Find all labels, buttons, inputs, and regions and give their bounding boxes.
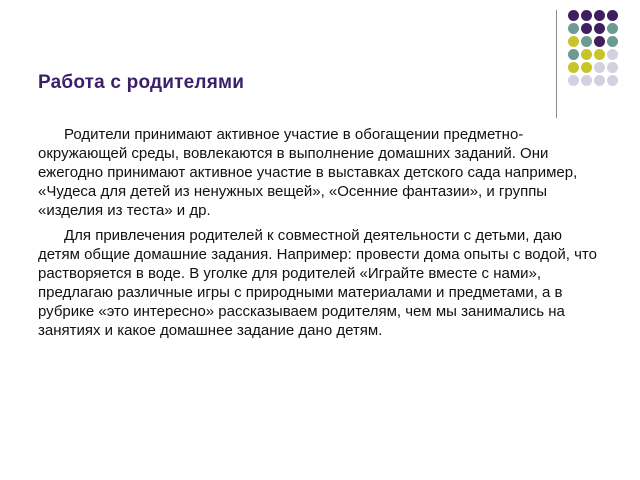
decorative-dot <box>607 36 618 47</box>
decorative-dot <box>568 23 579 34</box>
decorative-dot <box>581 75 592 86</box>
decorative-dot <box>594 23 605 34</box>
decorative-dot <box>568 62 579 73</box>
decorative-dot <box>607 23 618 34</box>
decorative-dot <box>607 62 618 73</box>
decorative-dot <box>568 49 579 60</box>
slide-body <box>38 125 603 346</box>
decorative-dot <box>607 49 618 60</box>
decorative-dot <box>581 49 592 60</box>
decorative-dot <box>594 49 605 60</box>
decorative-dot-grid <box>568 10 640 94</box>
decorative-dot <box>568 10 579 21</box>
decorative-dot <box>568 75 579 86</box>
decorative-dot <box>607 10 618 21</box>
decorative-dot <box>594 10 605 21</box>
decorative-dot <box>581 23 592 34</box>
slide-title: Работа с родителями <box>38 72 245 93</box>
decorative-dot <box>568 36 579 47</box>
paragraph-2: Для привлечения родителей к совместной деятельности с детьми, даю детям общие домашние задания. Например: провести дома опыты с водой, что растворяется в воде. В уголке для родителей «Играйте вместе с нами», предлагаю различные игры с природными материалами и предметами, а в рубрике «это интересно» рассказываем родителям, чем мы занимались на занятиях и какое домашнее задание дано детям. <box>38 227 597 339</box>
decorative-dot <box>581 62 592 73</box>
decorative-dot <box>581 36 592 47</box>
paragraph-1: Родители принимают активное участие в обогащении предметно-окружающей среды, вовлекаются в выполнение домашних заданий. Они ежегодно принимают активное участие в выставках детского сада например, «Чудеса для детей из ненужных вещей», «Осенние фантазии», и группы «изделия из теста» и др. <box>38 126 578 219</box>
decorative-dot <box>594 75 605 86</box>
divider-line <box>556 10 557 118</box>
decorative-dot <box>607 75 618 86</box>
decorative-dot <box>581 10 592 21</box>
decorative-dot <box>594 36 605 47</box>
decorative-dot <box>594 62 605 73</box>
